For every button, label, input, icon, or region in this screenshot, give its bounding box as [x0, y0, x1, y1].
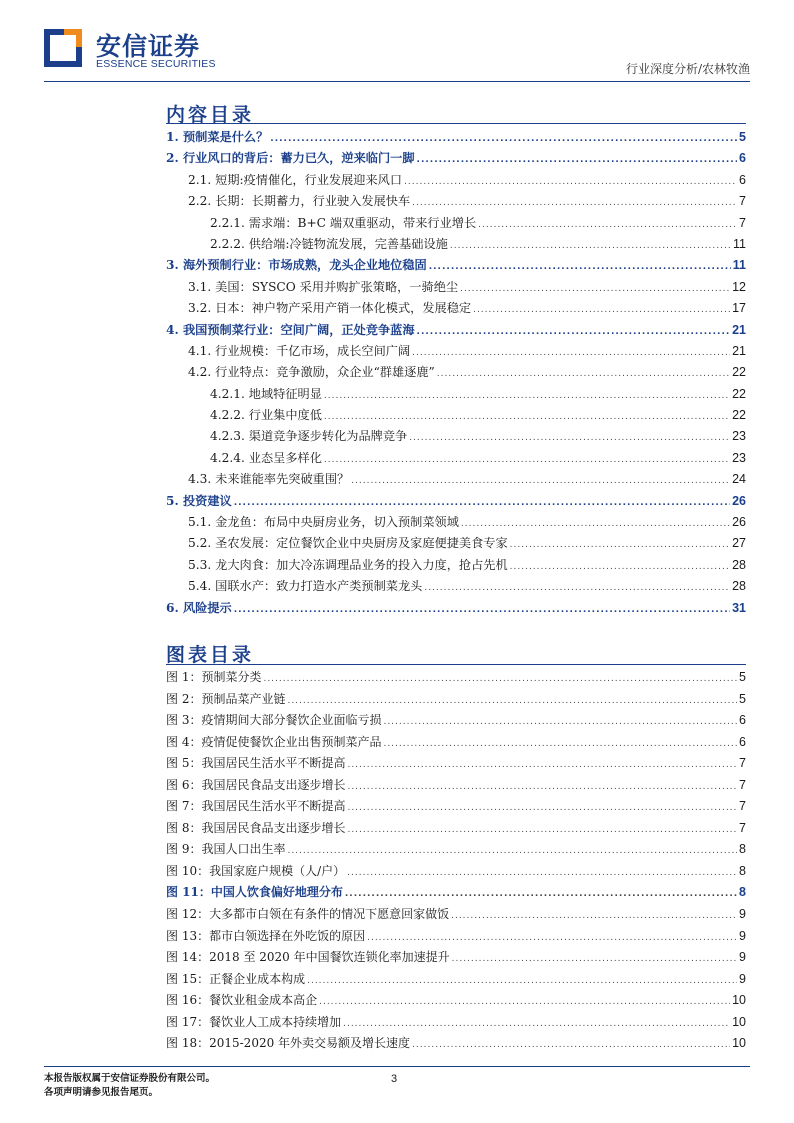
- entry-label: 4. 我国预制菜行业：空间广阔，正处竞争蓝海: [166, 322, 415, 337]
- figure-entry[interactable]: [166, 948, 746, 970]
- entry-page-number: 28: [732, 579, 746, 594]
- dot-leader: [424, 583, 730, 593]
- entry-page-number: 9: [739, 928, 746, 943]
- entry-page-number: 5: [739, 691, 746, 706]
- dot-leader: [263, 674, 737, 684]
- company-logo: [44, 27, 220, 73]
- entry-page-number: 8: [739, 842, 746, 857]
- entry-label: 4.2. 行业特点：竞争激励，众企业“群雄逐鹿”: [188, 365, 435, 380]
- entry-page-number: 28: [732, 557, 746, 572]
- dot-leader: [404, 177, 737, 187]
- entry-label: 2.2. 长期：长期蓄力，行业驶入发展快车: [188, 194, 411, 209]
- toc-entry[interactable]: [166, 577, 746, 598]
- toc-entry[interactable]: [166, 171, 746, 192]
- entry-label: 4.1. 行业规模：千亿市场，成长空间广阔: [188, 343, 411, 358]
- dot-leader: [460, 284, 730, 294]
- figure-entry[interactable]: [166, 927, 746, 949]
- entry-label: 图 14：2018 至 2020 年中国餐饮连锁化率加速提升: [166, 950, 450, 965]
- dot-leader: [345, 889, 737, 899]
- figure-entry[interactable]: [166, 905, 746, 927]
- dot-leader: [409, 433, 730, 443]
- dot-leader: [347, 782, 737, 792]
- list-of-figures: [166, 668, 746, 1056]
- toc-entry[interactable]: [166, 363, 746, 384]
- entry-page-number: 5: [739, 130, 746, 144]
- dot-leader: [270, 134, 737, 144]
- dot-leader: [417, 155, 738, 165]
- dot-leader: [452, 954, 737, 964]
- logo-chinese-name: 安信证券: [96, 32, 201, 61]
- dot-leader: [324, 455, 730, 465]
- entry-label: 图 16：餐饮业租金成本高企: [166, 993, 318, 1008]
- entry-label: 图 9：我国人口出生率: [166, 842, 286, 857]
- entry-page-number: 21: [732, 343, 746, 358]
- entry-label: 4.2.3. 渠道竞争逐步转化为品牌竞争: [210, 429, 408, 444]
- entry-label: 图 3：疫情期间大部分餐饮企业面临亏损: [166, 713, 382, 728]
- entry-label: 3.2. 日本：神户物产采用产销一体化模式，发展稳定: [188, 301, 472, 316]
- entry-page-number: 26: [732, 515, 746, 530]
- toc-entry[interactable]: [166, 149, 746, 170]
- entry-page-number: 6: [739, 172, 746, 187]
- dot-leader: [347, 868, 737, 878]
- entry-page-number: 6: [739, 713, 746, 728]
- footer-notice: 各项声明请参见报告尾页。: [44, 1087, 159, 1098]
- entry-label: 图 6：我国居民食品支出逐步增长: [166, 777, 346, 792]
- dot-leader: [473, 305, 730, 315]
- toc-entry[interactable]: [166, 427, 746, 448]
- entry-page-number: 10: [732, 1014, 746, 1029]
- entry-page-number: 8: [739, 885, 746, 900]
- entry-page-number: 31: [732, 600, 746, 615]
- toc-entry[interactable]: [166, 192, 746, 213]
- entry-page-number: 23: [732, 450, 746, 465]
- entry-page-number: 10: [732, 993, 746, 1008]
- figure-entry[interactable]: [166, 840, 746, 862]
- toc-entry[interactable]: [166, 256, 746, 277]
- toc-entry[interactable]: [166, 470, 746, 491]
- toc-entry[interactable]: [166, 235, 746, 256]
- entry-page-number: 9: [739, 950, 746, 965]
- dot-leader: [383, 739, 737, 749]
- entry-label: 图 5：我国居民生活水平不断提高: [166, 756, 346, 771]
- footer-copyright: 本报告版权属于安信证券股份有限公司。: [44, 1073, 216, 1084]
- page-number: 3: [391, 1073, 398, 1085]
- table-of-contents: [166, 128, 746, 620]
- entry-label: 图 11：中国人饮食偏好地理分布: [166, 885, 343, 900]
- dot-leader: [343, 1019, 730, 1029]
- figure-entry[interactable]: [166, 776, 746, 798]
- entry-label: 2.1. 短期:疫情催化，行业发展迎来风口: [188, 172, 403, 187]
- entry-label: 5. 投资建议: [166, 493, 232, 508]
- toc-entry[interactable]: [166, 534, 746, 555]
- dot-leader: [417, 327, 731, 337]
- lof-title-divider: [166, 664, 746, 665]
- entry-page-number: 8: [739, 863, 746, 878]
- figure-entry[interactable]: [166, 733, 746, 755]
- entry-label: 5.3. 龙大肉食：加大冷冻调理品业务的投入力度，抢占先机: [188, 557, 508, 572]
- toc-entry[interactable]: [166, 128, 746, 149]
- entry-page-number: 7: [739, 799, 746, 814]
- entry-label: 5.4. 国联水产：致力打造水产类预制菜龙头: [188, 579, 423, 594]
- dot-leader: [319, 997, 730, 1007]
- dot-leader: [324, 391, 730, 401]
- figure-entry[interactable]: [166, 970, 746, 992]
- dot-leader: [412, 1040, 730, 1050]
- entry-page-number: 17: [732, 301, 746, 316]
- entry-page-number: 6: [739, 151, 746, 166]
- toc-entry[interactable]: [166, 278, 746, 299]
- dot-leader: [287, 696, 737, 706]
- figure-entry[interactable]: [166, 690, 746, 712]
- figure-entry[interactable]: [166, 819, 746, 841]
- figure-entry[interactable]: [166, 862, 746, 884]
- dot-leader: [287, 846, 737, 856]
- entry-label: 4.2.2. 行业集中度低: [210, 408, 322, 423]
- entry-page-number: 22: [732, 386, 746, 401]
- dot-leader: [347, 825, 737, 835]
- entry-label: 3.1. 美国：SYSCO 采用并购扩张策略，一骑绝尘: [188, 279, 459, 294]
- entry-label: 2. 行业风口的背后：蓄力已久，逆来临门一脚: [166, 151, 415, 166]
- entry-label: 4.2.4. 业态呈多样化: [210, 450, 322, 465]
- dot-leader: [234, 605, 730, 615]
- figure-entry[interactable]: [166, 1013, 746, 1035]
- lof-title: 图表目录: [166, 644, 255, 666]
- entry-label: 图 1：预制菜分类: [166, 670, 262, 684]
- toc-entry[interactable]: [166, 342, 746, 363]
- entry-page-number: 6: [739, 734, 746, 749]
- dot-leader: [234, 498, 730, 508]
- entry-page-number: 9: [739, 971, 746, 986]
- entry-page-number: 24: [732, 472, 746, 487]
- dot-leader: [450, 241, 731, 251]
- entry-label: 2.2.1. 需求端：B+C 端双重驱动，带来行业增长: [210, 215, 477, 230]
- entry-label: 5.1. 金龙鱼：布局中央厨房业务，切入预制菜领域: [188, 515, 459, 530]
- dot-leader: [307, 976, 737, 986]
- entry-label: 图 10：我国家庭户规模（人/户）: [166, 863, 346, 878]
- entry-page-number: 7: [739, 820, 746, 835]
- figure-entry[interactable]: [166, 991, 746, 1013]
- dot-leader: [412, 348, 730, 358]
- dot-leader: [510, 540, 730, 550]
- entry-page-number: 7: [739, 194, 746, 209]
- entry-page-number: 9: [739, 907, 746, 922]
- footer-divider: [44, 1066, 750, 1067]
- entry-label: 2.2.2. 供给端:冷链物流发展，完善基础设施: [210, 236, 448, 251]
- entry-label: 图 17：餐饮业人工成本持续增加: [166, 1014, 342, 1029]
- dot-leader: [324, 412, 730, 422]
- dot-leader: [451, 911, 737, 921]
- toc-entry[interactable]: [166, 214, 746, 235]
- toc-entry[interactable]: [166, 513, 746, 534]
- entry-label: 图 13：都市白领选择在外吃饭的原因: [166, 928, 366, 943]
- dot-leader: [347, 760, 737, 770]
- entry-page-number: 11: [733, 236, 746, 251]
- dot-leader: [347, 803, 737, 813]
- toc-entry[interactable]: [166, 406, 746, 427]
- header-divider: [44, 81, 750, 82]
- figure-entry[interactable]: [166, 668, 746, 690]
- toc-entry[interactable]: [166, 385, 746, 406]
- entry-page-number: 5: [739, 670, 746, 684]
- entry-label: 图 4：疫情促使餐饮企业出售预制菜产品: [166, 734, 382, 749]
- toc-title-divider: [166, 123, 746, 124]
- entry-page-number: 22: [732, 365, 746, 380]
- entry-page-number: 10: [732, 1036, 746, 1051]
- entry-label: 图 18：2015-2020 年外卖交易额及增长速度: [166, 1036, 411, 1051]
- dot-leader: [429, 262, 731, 272]
- dot-leader: [510, 562, 730, 572]
- entry-page-number: 23: [732, 429, 746, 444]
- dot-leader: [367, 933, 737, 943]
- report-category: 行业深度分析/农林牧渔: [625, 62, 750, 76]
- entry-page-number: 12: [732, 279, 746, 294]
- logo-english-name: ESSENCE SECURITIES: [96, 58, 216, 70]
- entry-page-number: 26: [732, 493, 746, 508]
- dot-leader: [461, 519, 730, 529]
- entry-page-number: 7: [739, 756, 746, 771]
- toc-entry[interactable]: [166, 449, 746, 470]
- entry-page-number: 22: [732, 408, 746, 423]
- figure-entry[interactable]: [166, 883, 746, 905]
- entry-label: 4.3. 未来谁能率先突破重围？: [188, 472, 350, 487]
- toc-entry[interactable]: [166, 492, 746, 513]
- entry-label: 图 7：我国居民生活水平不断提高: [166, 799, 346, 814]
- dot-leader: [412, 198, 737, 208]
- entry-page-number: 27: [732, 536, 746, 551]
- entry-label: 5.2. 圣农发展：定位餐饮企业中央厨房及家庭便捷美食专家: [188, 536, 508, 551]
- dot-leader: [383, 717, 737, 727]
- entry-label: 4.2.1. 地域特征明显: [210, 386, 322, 401]
- toc-title: 内容目录: [166, 104, 255, 126]
- entry-page-number: 21: [732, 322, 746, 337]
- toc-entry[interactable]: [166, 599, 746, 620]
- entry-label: 图 12：大多都市白领在有条件的情况下愿意回家做饭: [166, 907, 450, 922]
- figure-entry[interactable]: [166, 797, 746, 819]
- entry-label: 图 2：预制品菜产业链: [166, 691, 286, 706]
- entry-label: 3. 海外预制行业：市场成熟，龙头企业地位稳固: [166, 258, 427, 273]
- entry-label: 图 8：我国居民食品支出逐步增长: [166, 820, 346, 835]
- entry-page-number: 11: [732, 258, 746, 273]
- entry-label: 图 15：正餐企业成本构成: [166, 971, 306, 986]
- dot-leader: [351, 476, 730, 486]
- figure-entry[interactable]: [166, 1034, 746, 1056]
- dot-leader: [478, 220, 737, 230]
- figure-entry[interactable]: [166, 711, 746, 733]
- entry-page-number: 7: [739, 777, 746, 792]
- entry-page-number: 7: [739, 215, 746, 230]
- toc-entry[interactable]: [166, 556, 746, 577]
- footer-disclaimer: [44, 1072, 215, 1100]
- entry-label: 1. 预制菜是什么？: [166, 130, 269, 144]
- toc-entry[interactable]: [166, 321, 746, 342]
- logo-mark-icon: [44, 29, 82, 67]
- toc-entry[interactable]: [166, 299, 746, 320]
- dot-leader: [437, 369, 730, 379]
- figure-entry[interactable]: [166, 754, 746, 776]
- entry-label: 6. 风险提示: [166, 600, 232, 615]
